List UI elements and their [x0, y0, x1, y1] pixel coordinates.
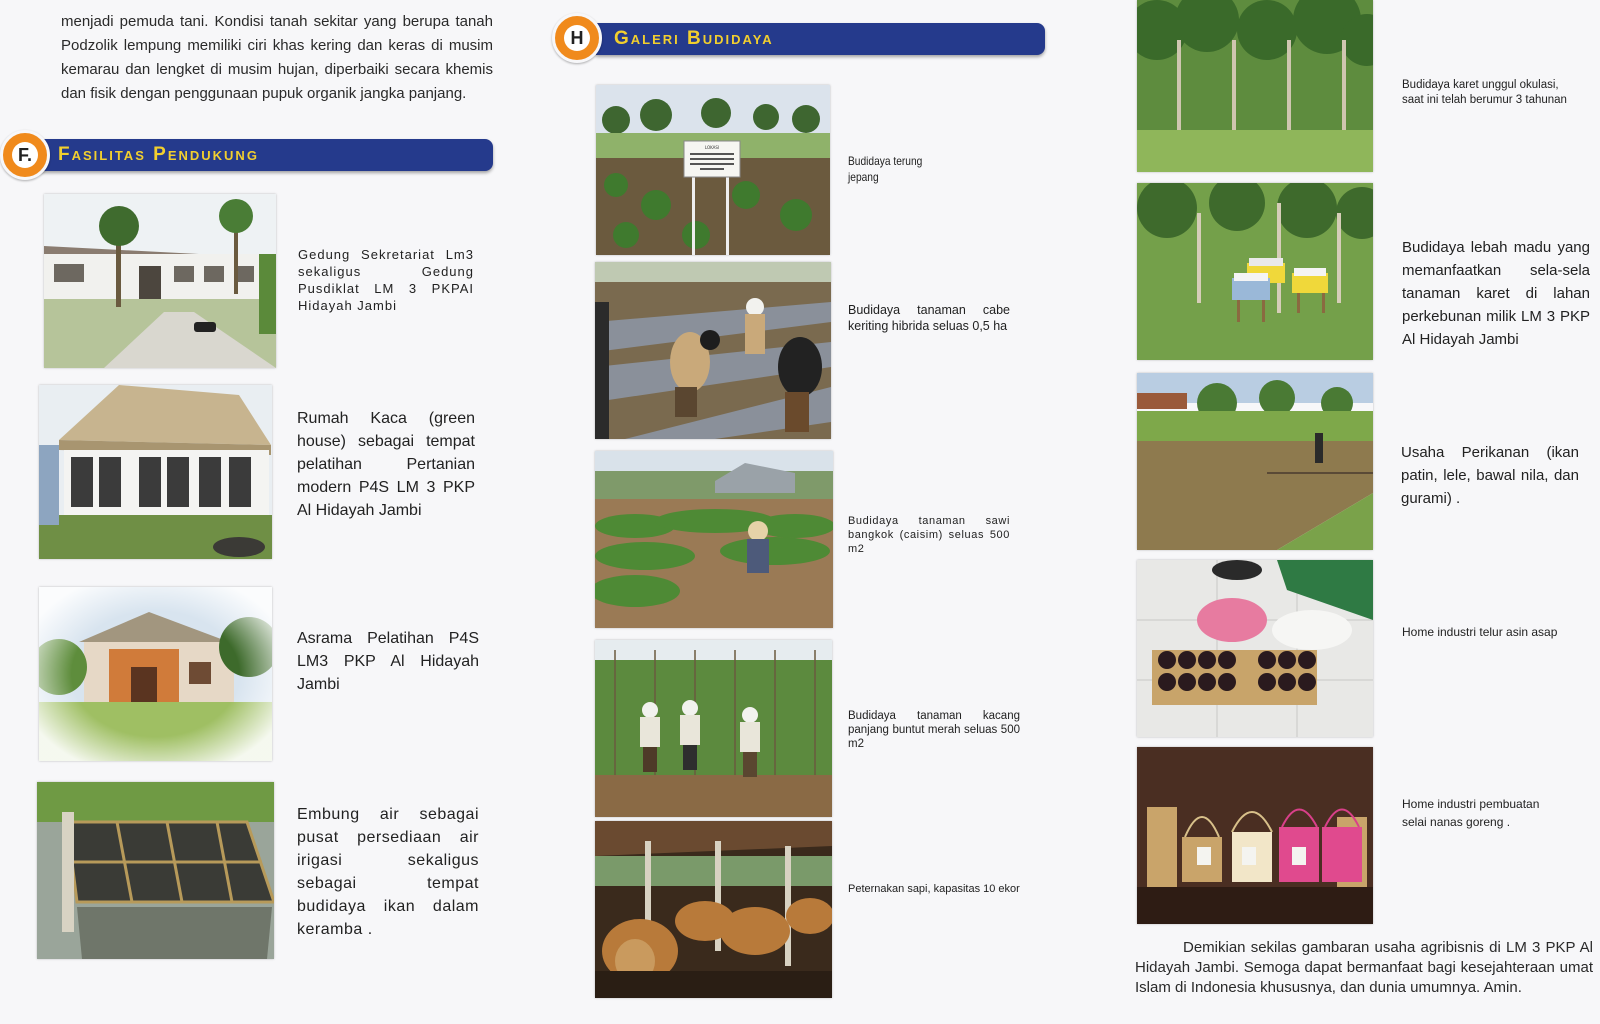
caption-greenhouse: Rumah Kaca (green house) sebagai tempat pelatihan Pertanian modern P4S LM 3 PKP Al Hidayah Jambi — [297, 410, 475, 519]
section-f-badge — [0, 130, 50, 180]
caption-bees: Budidaya lebah madu yang memanfaatkan sela-sela tanaman karet di lahan perkebunan milik LM 3 PKP Al Hidayah Jambi — [1402, 239, 1590, 348]
caption-long-beans: Budidaya tanaman kacang panjang buntut merah seluas 500 m2 — [848, 710, 1020, 750]
caption-salted-eggs: Home industri telur asin asap — [1402, 625, 1558, 639]
caption-dormitory: Asrama Pelatihan P4S LM3 PKP Al Hidayah Jambi — [297, 630, 479, 693]
photo-secretariat-building — [44, 194, 276, 368]
caption-eggplant: Budidaya terung jepang — [848, 154, 923, 184]
caption-cattle: Peternakan sapi, kapasitas 10 ekor — [848, 883, 1020, 895]
photo-pineapple-jam — [1137, 747, 1373, 924]
section-f-badge-letter: F. — [12, 142, 38, 168]
photo-reservoir — [37, 782, 274, 959]
photo-bee-hives — [1137, 183, 1373, 360]
svg-text:LOKASI: LOKASI — [704, 145, 720, 150]
section-h-banner — [596, 23, 1045, 55]
section-f-title: Fasilitas Pendukung — [58, 144, 259, 165]
caption-rubber: Budidaya karet unggul okulasi, saat ini telah berumur 3 tahunan — [1402, 79, 1567, 106]
section-f-banner — [40, 139, 493, 171]
photo-salted-eggs — [1137, 560, 1373, 737]
photo-mustard-greens — [595, 451, 833, 628]
caption-mustard: Budidaya tanaman sawi bangkok (caisim) seluas 500 m2 — [848, 515, 1010, 555]
photo-dormitory — [39, 587, 272, 761]
photo-cattle-farm — [595, 821, 832, 998]
section-h-title: Galeri Budidaya — [614, 28, 774, 49]
section-h-badge — [552, 13, 602, 63]
intro-paragraph: menjadi pemuda tani. Kondisi tanah sekitar yang berupa tanah Podzolik lempung memiliki ciri khas kering dan keras di musim kemarau dan lengket di musim hujan, diperbaiki secara khemis dan fisik dengan penggunaan pupuk organik jangka panjang. — [61, 13, 493, 102]
caption-fishery: Usaha Perikanan (ikan patin, lele, bawal nila, dan gurami) . — [1401, 444, 1579, 507]
section-h-badge-letter: H — [564, 25, 590, 51]
photo-long-beans — [595, 640, 832, 817]
closing-paragraph: Demikian sekilas gambaran usaha agribisnis di LM 3 PKP Al Hidayah Jambi. Semoga dapat bermanfaat bagi kesejahteraan umat Islam di Indonesia khususnya, dan dunia umumnya. Amin. — [1135, 939, 1593, 996]
photo-fish-pond — [1137, 373, 1373, 550]
caption-secretariat: Gedung Sekretariat Lm3 sekaligus Gedung Pusdiklat LM 3 PKPAI Hidayah Jambi — [298, 247, 474, 313]
caption-chili: Budidaya tanaman cabe keriting hibrida seluas 0,5 ha — [848, 303, 1010, 333]
photo-rubber-trees — [1137, 0, 1373, 172]
caption-pineapple-jam: Home industri pembuatan selai nanas goreng . — [1402, 797, 1540, 829]
caption-reservoir: Embung air sebagai pusat persediaan air irigasi sekaligus sebagai tempat budidaya ikan dalam keramba . — [297, 806, 479, 938]
photo-chili-farm — [595, 262, 831, 439]
photo-greenhouse — [39, 385, 272, 559]
photo-eggplant-farm — [596, 85, 830, 255]
